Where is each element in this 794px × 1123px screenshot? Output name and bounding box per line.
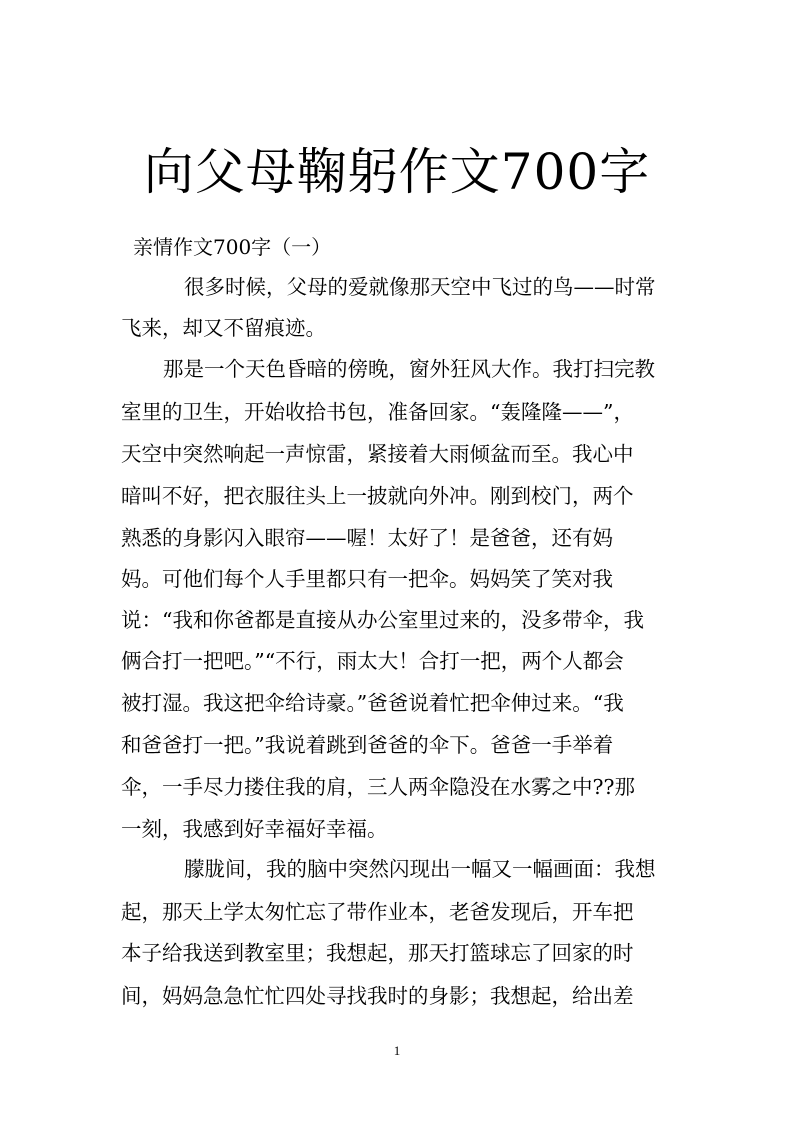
- body-line: 伞，一手尽力搂住我的肩，三人两伞隐没在水雾之中??那: [121, 775, 635, 799]
- document-title: 向父母鞠躬作文700字: [143, 143, 651, 201]
- body-line: 妈。可他们每个人手里都只有一把伞。妈妈笑了笑对我: [121, 567, 613, 591]
- body-line: 朦胧间，我的脑中突然闪现出一幅又一幅画面：我想: [184, 857, 656, 881]
- body-line: 间，妈妈急急忙忙四处寻找我时的身影；我想起，给出差: [121, 984, 634, 1008]
- body-line: 本子给我送到教室里；我想起，那天打篮球忘了回家的时: [121, 941, 634, 965]
- section-subtitle: 亲情作文700字（一）: [133, 235, 332, 259]
- body-line: 说：“我和你爸都是直接从办公室里过来的，没多带伞，我: [121, 608, 644, 632]
- page-number: 1: [393, 1043, 401, 1058]
- body-line: 那是一个天色昏暗的傍晚，窗外狂风大作。我打扫完教: [163, 357, 655, 381]
- body-line: 起，那天上学太匆忙忘了带作业本，老爸发现后，开车把: [121, 900, 634, 924]
- body-line: 很多时候，父母的爱就像那天空中飞过的鸟——时常: [184, 275, 656, 299]
- body-line: 和爸爸打一把。”我说着跳到爸爸的伞下。爸爸一手举着: [121, 733, 614, 757]
- body-line: 室里的卫生，开始收拾书包，准备回家。“轰隆隆——”，: [121, 400, 634, 424]
- body-line: 一刻，我感到好幸福好幸福。: [121, 817, 388, 841]
- body-line: 俩合打一把吧。”“不行，雨太大！合打一把，两个人都会: [121, 649, 624, 673]
- body-line: 天空中突然响起一声惊雷，紧接着大雨倾盆而至。我心中: [121, 442, 634, 466]
- body-line: 暗叫不好，把衣服往头上一披就向外冲。刚到校门，两个: [121, 484, 634, 508]
- body-line: 熟悉的身影闪入眼帘——喔！太好了！是爸爸，还有妈: [121, 526, 613, 550]
- body-line: 飞来，却又不留痕迹。: [121, 316, 326, 340]
- body-line: 被打湿。我这把伞给诗豪。”爸爸说着忙把伞伸过来。“我: [121, 691, 624, 715]
